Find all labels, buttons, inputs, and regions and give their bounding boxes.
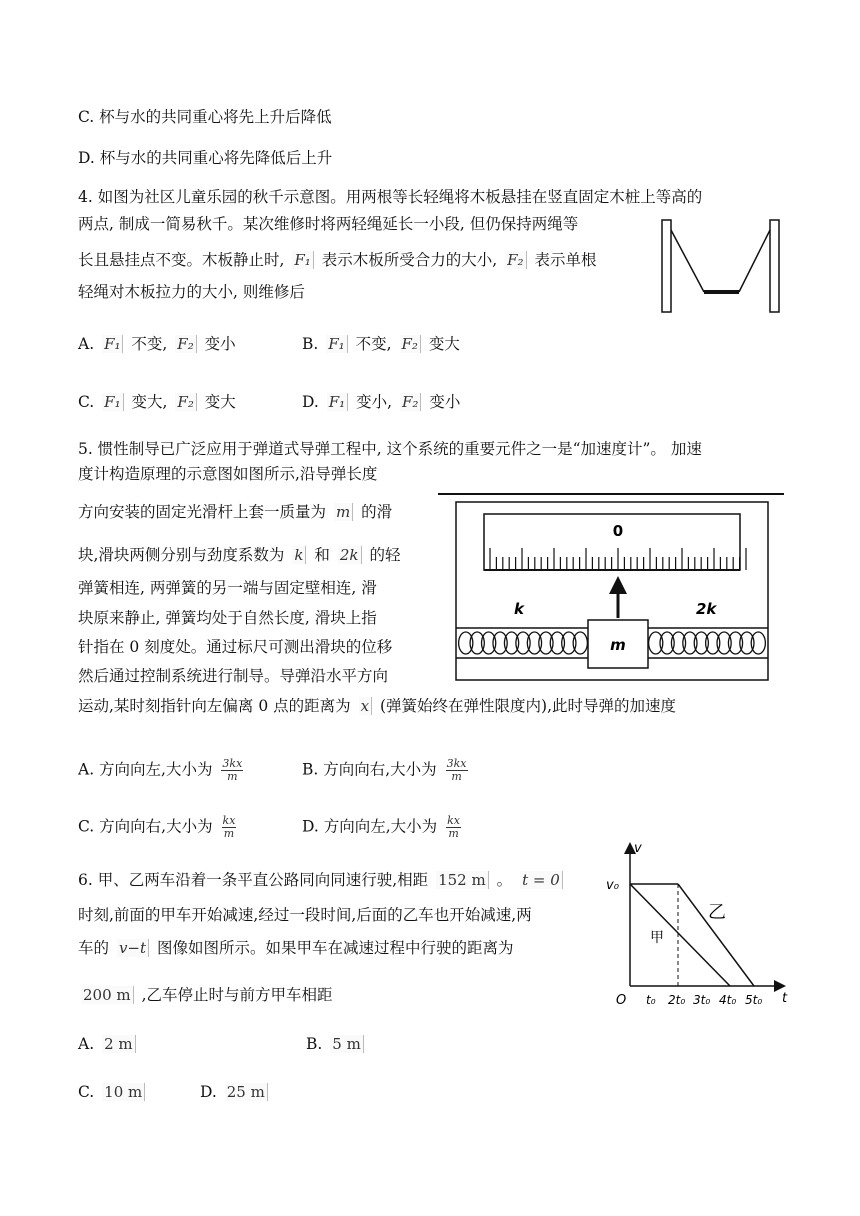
swing-diagram <box>660 218 782 314</box>
jia-line <box>630 884 730 986</box>
option-text: 变小 <box>204 335 236 353</box>
q4-option-d <box>302 392 460 412</box>
option-letter: A. <box>78 335 95 353</box>
option-value: 25 m <box>225 1083 268 1101</box>
q4-line-4: 轻绳对木板拉力的大小, 则维修后 <box>78 283 305 301</box>
q6-option-a <box>78 1034 139 1054</box>
q4-option-b <box>302 334 460 354</box>
option-text: C. 方向向右,大小为 <box>78 817 213 836</box>
q5-line-8: 然后通过控制系统进行制导。导弹沿水平方向 <box>78 667 389 685</box>
vt-symbol: v−t <box>117 939 149 957</box>
q5-line-3 <box>78 502 392 522</box>
q5-line-6: 块原来静止, 弹簧均处于自然长度, 滑块上指 <box>78 609 377 627</box>
option-value: 2 m <box>102 1035 136 1053</box>
symbol-f1: F₁ <box>102 335 123 353</box>
option-text: 变大, <box>131 393 168 411</box>
fraction-3kx-m: $\frac{3kx}{m}$ <box>446 757 467 783</box>
q6-option-c <box>78 1082 148 1102</box>
symbol-k: k <box>292 546 306 564</box>
q6-text: 6. 甲、乙两车沿着一条平直公路同向同速行驶,相距 <box>78 871 429 889</box>
symbol-f2: F₂ <box>175 393 196 411</box>
q3-option-c: C. 杯与水的共同重心将先上升后降低 <box>78 108 332 126</box>
option-text: 变大 <box>428 335 460 353</box>
q6-option-d <box>200 1082 271 1102</box>
tick-4t0: 4t₀ <box>719 993 737 1007</box>
slider-mass-label: m <box>610 636 626 654</box>
spring-2k-label: 2k <box>696 600 717 618</box>
q5-text: 运动,某时刻指针向左偏离 0 点的距离为 <box>78 697 351 715</box>
option-letter: A. <box>78 1035 95 1053</box>
q6-text: 图像如图所示。如果甲车在减速过程中行驶的距离为 <box>156 939 514 957</box>
jia-label: 甲 <box>650 930 664 946</box>
q4-option-c <box>78 392 236 412</box>
q5-text: (弹簧始终在弹性限度内),此时导弹的加速度 <box>380 697 677 715</box>
symbol-x: x <box>359 697 372 715</box>
q5-text: 的轻 <box>369 546 401 564</box>
q6-option-b <box>306 1034 367 1054</box>
yi-label: 乙 <box>708 902 726 923</box>
symbol-2k: 2k <box>338 546 362 564</box>
q4-line-2: 两点, 制成一简易秋千。某次维修时将两轻绳延长一小段, 但仍保持两绳等 <box>78 215 579 233</box>
option-text: B. 方向向右,大小为 <box>302 760 437 779</box>
q6-text: ,乙车停止时与前方甲车相距 <box>141 986 333 1004</box>
q5-option-c <box>78 815 240 840</box>
option-text: 变大 <box>204 393 236 411</box>
q6-line-1 <box>78 870 566 890</box>
option-letter: D. <box>200 1083 217 1101</box>
symbol-f1: F₁ <box>102 393 123 411</box>
q3-option-d: D. 杯与水的共同重心将先降低后上升 <box>78 149 333 167</box>
v-axis-label: v <box>634 841 642 856</box>
q4-text: 表示木板所受合力的大小, <box>321 251 498 269</box>
q5-option-d <box>302 815 465 840</box>
v0-label: v₀ <box>606 878 619 893</box>
tick-3t0: 3t₀ <box>693 993 711 1007</box>
left-rope <box>671 230 704 292</box>
q5-line-7: 针指在 0 刻度处。通过标尺可测出滑块的位移 <box>78 638 393 656</box>
q5-text: 块,滑块两侧分别与劲度系数为 <box>78 546 285 564</box>
q5-option-a <box>78 758 247 783</box>
q4-option-a <box>78 334 236 354</box>
distance-152m: 152 m <box>436 871 489 889</box>
option-letter: C. <box>78 393 95 411</box>
option-value: 10 m <box>102 1083 145 1101</box>
right-rope <box>739 230 770 292</box>
q5-option-b <box>302 758 472 783</box>
fraction-3kx-m: $\frac{3kx}{m}$ <box>222 757 243 783</box>
q5-text: 的滑 <box>361 503 393 521</box>
tick-2t0: 2t₀ <box>668 993 686 1007</box>
q6-text: 车的 <box>78 939 110 957</box>
q6-text: 。 <box>496 871 513 889</box>
origin-label: O <box>616 993 627 1008</box>
option-value: 5 m <box>330 1035 364 1053</box>
symbol-f1: F₁ <box>292 251 313 269</box>
q5-line-4 <box>78 545 400 565</box>
option-text: A. 方向向左,大小为 <box>78 760 213 779</box>
fraction-kx-m: $\frac{kx}{m}$ <box>447 814 460 840</box>
q6-line-2: 时刻,前面的甲车开始减速,经过一段时间,后面的乙车也开始减速,两 <box>78 906 532 924</box>
t-axis-label: t <box>782 991 788 1006</box>
symbol-m: m <box>334 503 353 521</box>
q4-text: 表示单根 <box>534 251 597 269</box>
q4-text: 长且悬挂点不变。木板静止时, <box>78 251 285 269</box>
symbol-f1: F₁ <box>327 393 348 411</box>
q4-line-3 <box>78 250 596 270</box>
symbol-f2: F₂ <box>505 251 526 269</box>
accelerometer-diagram <box>438 490 784 688</box>
q6-line-3 <box>78 938 513 958</box>
distance-200m: 200 m <box>81 986 134 1004</box>
symbol-f2: F₂ <box>400 393 421 411</box>
q5-text: 和 <box>314 546 330 564</box>
q4-line-1: 4. 如图为社区儿童乐园的秋千示意图。用两根等长轻绳将木板悬挂在竖直固定木桩上等高的 <box>78 188 703 206</box>
q5-line-2: 度计构造原理的示意图如图所示,沿导弹长度 <box>78 465 378 483</box>
option-letter: C. <box>78 1083 95 1101</box>
option-text: 不变, <box>131 335 168 353</box>
option-text: 变小 <box>429 393 461 411</box>
q5-line-1: 5. 惯性制导已广泛应用于弹道式导弹工程中, 这个系统的重要元件之一是“加速度计”。 加速 <box>78 440 702 458</box>
q6-line-4 <box>78 985 333 1005</box>
q5-line-9 <box>78 696 676 716</box>
symbol-f2: F₂ <box>400 335 421 353</box>
tick-t0: t₀ <box>646 993 656 1007</box>
spring-k-label: k <box>514 600 524 618</box>
option-text: 变小, <box>356 393 393 411</box>
fraction-kx-m: $\frac{kx}{m}$ <box>222 814 236 840</box>
option-text: 不变, <box>355 335 392 353</box>
option-text: D. 方向向左,大小为 <box>302 817 438 836</box>
option-letter: B. <box>306 1035 323 1053</box>
vt-graph <box>604 838 790 1010</box>
scale-zero-label: 0 <box>612 522 624 540</box>
symbol-f2: F₂ <box>175 335 196 353</box>
option-letter: D. <box>302 393 319 411</box>
right-post <box>770 220 779 312</box>
tick-5t0: 5t₀ <box>745 993 763 1007</box>
q5-text: 方向安装的固定光滑杆上套一质量为 <box>78 503 327 521</box>
time-zero: t = 0 <box>520 871 563 889</box>
q5-line-5: 弹簧相连, 两弹簧的另一端与固定壁相连, 滑 <box>78 579 377 597</box>
option-letter: B. <box>302 335 319 353</box>
left-post <box>662 220 671 312</box>
symbol-f1: F₁ <box>326 335 347 353</box>
